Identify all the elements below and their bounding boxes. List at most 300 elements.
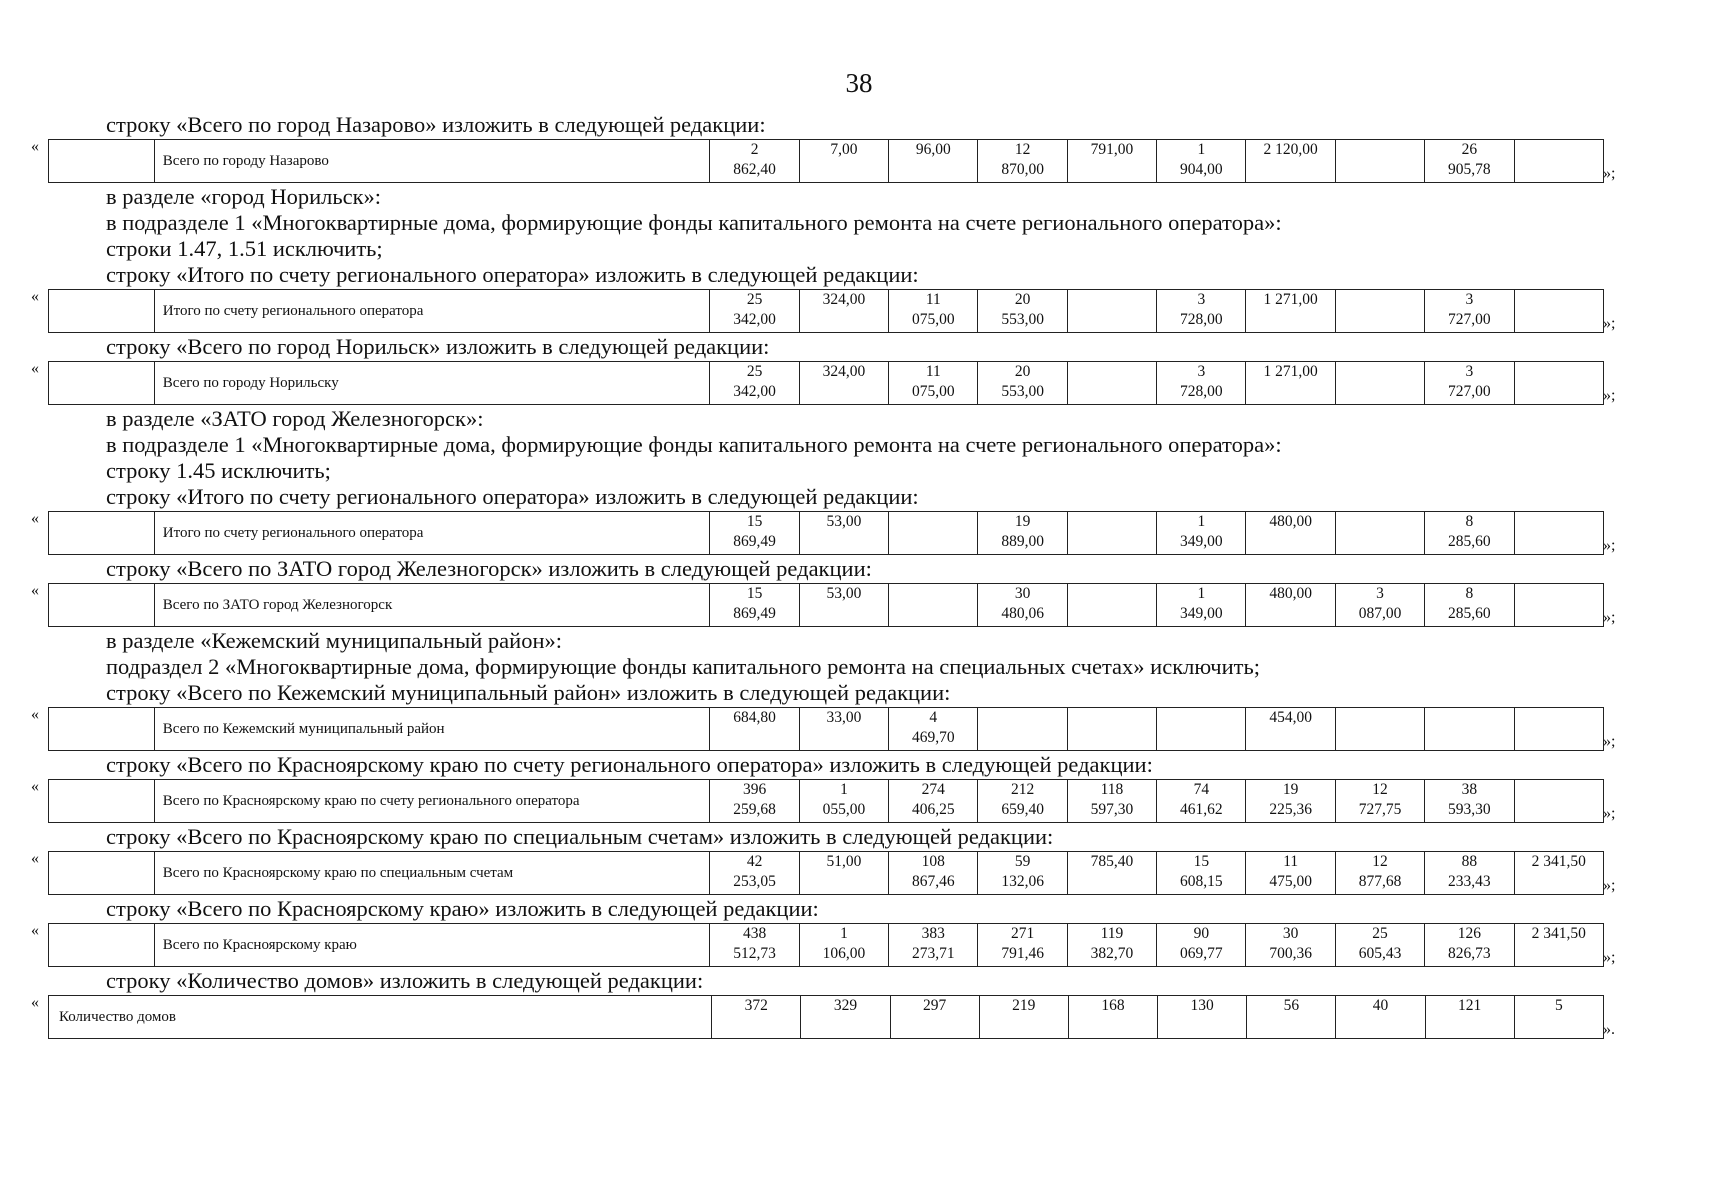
value-line-1: 20 xyxy=(1014,363,1031,380)
value-line-1: 383 xyxy=(921,925,945,942)
row-label: Количество домов xyxy=(49,996,712,1039)
value-line-2: 273,71 xyxy=(911,945,955,962)
value-line-1: 20 xyxy=(1014,291,1031,308)
opening-quote: « xyxy=(31,360,39,377)
value-line-2: 869,49 xyxy=(733,605,776,622)
row-label: Всего по городу Назарово xyxy=(154,140,710,183)
value-cell xyxy=(710,512,799,555)
row-label: Всего по Красноярскому краю по счету регионального оператора xyxy=(154,780,710,823)
value-line-1: 30 xyxy=(1282,925,1299,942)
value-line-1: 118 xyxy=(1100,781,1124,798)
value-cell xyxy=(1068,996,1157,1039)
data-table xyxy=(48,139,1604,183)
value-line-2: 727,00 xyxy=(1448,383,1491,400)
opening-quote: « xyxy=(31,850,39,867)
closing-quote: »; xyxy=(1603,387,1616,404)
index-cell xyxy=(49,852,155,895)
table-row-block xyxy=(0,850,1718,896)
value-line-1: 130 xyxy=(1190,997,1214,1014)
value-line-1: 3 xyxy=(1465,291,1474,308)
value-cell xyxy=(1335,362,1424,405)
instruction-paragraph: строки 1.47, 1.51 исключить; xyxy=(106,236,383,261)
value-line-2: 225,36 xyxy=(1269,801,1312,818)
value-cell xyxy=(978,780,1067,823)
value-line-1: 1 xyxy=(1197,585,1206,602)
value-line-1: 1 271,00 xyxy=(1263,363,1318,380)
value-cell xyxy=(799,852,888,895)
value-line-1: 8 xyxy=(1465,513,1474,530)
value-line-2: 285,60 xyxy=(1448,533,1491,550)
value-line-2: 382,70 xyxy=(1090,945,1134,962)
instruction-paragraph: в разделе «город Норильск»: xyxy=(106,184,382,209)
value-cell xyxy=(1335,852,1424,895)
table-row-block xyxy=(0,288,1718,334)
value-cell xyxy=(799,708,888,751)
value-cell xyxy=(979,996,1068,1039)
value-cell xyxy=(710,140,799,183)
document-body xyxy=(0,112,1718,1040)
value-cell xyxy=(1246,780,1335,823)
value-cell xyxy=(1157,924,1246,967)
value-cell xyxy=(1336,996,1425,1039)
instruction-paragraph: строку «Всего по город Норильск» изложить в следующей редакции: xyxy=(106,334,770,359)
value-line-1: 15 xyxy=(1193,853,1210,870)
table-row-block xyxy=(0,138,1718,184)
value-line-2: 727,00 xyxy=(1448,311,1491,328)
value-line-2: 285,60 xyxy=(1448,605,1491,622)
data-table xyxy=(48,851,1604,895)
value-line-2: 593,30 xyxy=(1448,801,1491,818)
value-line-1: 454,00 xyxy=(1269,709,1312,726)
instruction-paragraph: в разделе «ЗАТО город Железногорск»: xyxy=(106,406,484,431)
value-line-2: 259,68 xyxy=(733,801,776,818)
value-cell xyxy=(1425,362,1514,405)
closing-quote: »; xyxy=(1603,609,1616,626)
value-cell xyxy=(710,290,799,333)
value-line-1: 90 xyxy=(1193,925,1210,942)
value-line-1: 438 xyxy=(742,925,767,942)
value-cell xyxy=(978,362,1067,405)
opening-quote: « xyxy=(31,922,39,939)
value-cell xyxy=(1425,512,1514,555)
value-line-2: 597,30 xyxy=(1090,801,1134,818)
value-line-1: 26 xyxy=(1461,141,1478,158)
value-line-2: 106,00 xyxy=(822,945,866,962)
value-line-1: 108 xyxy=(921,853,945,870)
value-line-2: 233,43 xyxy=(1448,873,1491,890)
value-cell xyxy=(1067,780,1156,823)
index-cell xyxy=(49,708,155,751)
value-line-2: 069,77 xyxy=(1180,945,1223,962)
value-line-1: 329 xyxy=(833,997,858,1014)
value-line-1: 785,40 xyxy=(1090,853,1134,870)
value-cell xyxy=(1246,852,1335,895)
value-cell xyxy=(1425,780,1514,823)
value-cell xyxy=(1246,708,1335,751)
value-cell xyxy=(889,584,978,627)
value-line-2: 342,00 xyxy=(733,383,776,400)
table-row xyxy=(49,852,1604,895)
value-cell xyxy=(1157,708,1246,751)
value-cell xyxy=(799,362,888,405)
value-cell xyxy=(1514,852,1603,895)
instruction-paragraph: строку «Итого по счету регионального оператора» изложить в следующей редакции: xyxy=(106,484,919,509)
value-cell xyxy=(1514,290,1603,333)
value-line-1: 53,00 xyxy=(826,585,862,602)
value-line-1: 297 xyxy=(923,997,947,1014)
data-table xyxy=(48,511,1604,555)
value-cell xyxy=(889,140,978,183)
data-table xyxy=(48,923,1604,967)
value-line-1: 119 xyxy=(1100,925,1124,942)
closing-quote: »; xyxy=(1603,877,1616,894)
value-cell xyxy=(889,290,978,333)
value-line-1: 126 xyxy=(1457,925,1481,942)
opening-quote: « xyxy=(31,706,39,723)
table-row xyxy=(49,512,1604,555)
value-cell xyxy=(978,708,1067,751)
closing-quote: »; xyxy=(1603,315,1616,332)
value-cell xyxy=(1335,140,1424,183)
value-cell xyxy=(978,512,1067,555)
value-cell xyxy=(889,708,978,751)
index-cell xyxy=(49,140,155,183)
value-line-1: 791,00 xyxy=(1090,141,1134,158)
table-row-block xyxy=(0,922,1718,968)
table-row xyxy=(49,708,1604,751)
value-cell xyxy=(1067,708,1156,751)
value-line-1: 4 xyxy=(929,709,938,726)
value-line-1: 480,00 xyxy=(1269,513,1312,530)
instruction-paragraph: строку 1.45 исключить; xyxy=(106,458,331,483)
value-cell xyxy=(1067,852,1156,895)
value-line-1: 11 xyxy=(1283,853,1299,870)
value-cell xyxy=(889,362,978,405)
value-line-2: 469,70 xyxy=(911,729,955,746)
table-row xyxy=(49,780,1604,823)
value-cell xyxy=(889,924,978,967)
value-line-1: 684,80 xyxy=(733,709,776,726)
value-line-1: 25 xyxy=(1372,925,1388,942)
opening-quote: « xyxy=(31,288,39,305)
value-line-2: 862,40 xyxy=(733,161,776,178)
table-row-block xyxy=(0,778,1718,824)
value-line-1: 219 xyxy=(1012,997,1036,1014)
closing-quote: »; xyxy=(1603,165,1616,182)
value-line-1: 11 xyxy=(925,363,941,380)
value-line-1: 12 xyxy=(1014,141,1031,158)
table-row-block xyxy=(0,994,1718,1040)
value-line-2: 087,00 xyxy=(1358,605,1402,622)
table-row xyxy=(49,924,1604,967)
value-cell xyxy=(1067,512,1156,555)
value-line-2: 867,46 xyxy=(911,873,955,890)
value-cell xyxy=(1514,512,1603,555)
value-cell xyxy=(889,780,978,823)
value-line-2: 475,00 xyxy=(1269,873,1312,890)
closing-quote: ». xyxy=(1603,1021,1615,1038)
value-cell xyxy=(710,584,799,627)
value-line-2: 608,15 xyxy=(1180,873,1223,890)
value-cell xyxy=(1514,140,1603,183)
value-line-2: 480,06 xyxy=(1001,605,1044,622)
value-line-1: 40 xyxy=(1372,997,1389,1014)
value-line-2: 889,00 xyxy=(1001,533,1044,550)
data-table xyxy=(48,361,1604,405)
value-cell xyxy=(1425,924,1514,967)
value-cell xyxy=(890,996,979,1039)
value-cell xyxy=(1335,708,1424,751)
value-line-1: 396 xyxy=(742,781,767,798)
row-label: Всего по Красноярскому краю по специальным счетам xyxy=(154,852,710,895)
value-cell xyxy=(1425,852,1514,895)
row-label: Всего по ЗАТО город Железногорск xyxy=(154,584,710,627)
instruction-paragraph: в подразделе 1 «Многоквартирные дома, формирующие фонды капитального ремонта на счете регионального оператора»: xyxy=(106,432,1282,457)
value-line-2: 605,43 xyxy=(1358,945,1402,962)
value-line-2: 728,00 xyxy=(1180,311,1223,328)
value-line-1: 3 xyxy=(1376,585,1384,602)
value-cell xyxy=(710,852,799,895)
instruction-paragraph: строку «Всего по Красноярскому краю по счету регионального оператора» изложить в следующей редакции: xyxy=(106,752,1153,777)
value-cell xyxy=(978,852,1067,895)
value-line-1: 3 xyxy=(1465,363,1474,380)
table-row-block xyxy=(0,582,1718,628)
value-cell xyxy=(1335,512,1424,555)
data-table xyxy=(48,779,1604,823)
value-cell xyxy=(1067,290,1156,333)
value-line-1: 274 xyxy=(921,781,945,798)
instruction-paragraph: в разделе «Кежемский муниципальный район»: xyxy=(106,628,562,653)
value-line-1: 19 xyxy=(1282,781,1299,798)
value-line-1: 271 xyxy=(1011,925,1035,942)
value-line-1: 7,00 xyxy=(830,141,858,158)
value-cell xyxy=(1067,362,1156,405)
value-line-2: 349,00 xyxy=(1180,533,1223,550)
value-line-2: 406,25 xyxy=(911,801,955,818)
value-line-1: 38 xyxy=(1461,781,1478,798)
value-cell xyxy=(799,290,888,333)
value-line-2: 659,40 xyxy=(1001,801,1044,818)
instruction-paragraph: строку «Всего по Красноярскому краю» изложить в следующей редакции: xyxy=(106,896,819,921)
data-table xyxy=(48,583,1604,627)
closing-quote: »; xyxy=(1603,537,1616,554)
value-line-1: 3 xyxy=(1197,363,1206,380)
value-cell xyxy=(710,362,799,405)
value-line-1: 96,00 xyxy=(915,141,951,158)
value-line-2: 700,36 xyxy=(1269,945,1312,962)
instruction-paragraph: строку «Итого по счету регионального оператора» изложить в следующей редакции: xyxy=(106,262,919,287)
instruction-paragraph: строку «Всего по ЗАТО город Железногорск» изложить в следующей редакции: xyxy=(106,556,872,581)
row-label: Всего по городу Норильску xyxy=(154,362,710,405)
value-cell xyxy=(799,512,888,555)
value-cell xyxy=(801,996,890,1039)
value-line-2: 075,00 xyxy=(911,311,955,328)
value-line-1: 74 xyxy=(1193,781,1210,798)
value-line-1: 1 271,00 xyxy=(1263,291,1318,308)
closing-quote: »; xyxy=(1603,733,1616,750)
value-cell xyxy=(799,924,888,967)
value-line-2: 253,05 xyxy=(733,873,776,890)
value-line-2: 826,73 xyxy=(1448,945,1491,962)
value-line-2: 904,00 xyxy=(1180,161,1223,178)
value-line-1: 25 xyxy=(746,291,763,308)
value-cell xyxy=(978,290,1067,333)
value-cell xyxy=(710,708,799,751)
value-line-2: 461,62 xyxy=(1180,801,1223,818)
value-cell xyxy=(1425,996,1514,1039)
value-cell xyxy=(978,140,1067,183)
value-line-1: 1 xyxy=(1197,513,1206,530)
value-cell xyxy=(1157,140,1246,183)
value-line-2: 512,73 xyxy=(733,945,776,962)
value-line-2: 791,46 xyxy=(1001,945,1044,962)
value-cell xyxy=(1157,362,1246,405)
value-line-1: 15 xyxy=(746,513,763,530)
table-row xyxy=(49,362,1604,405)
value-line-1: 2 120,00 xyxy=(1263,141,1318,158)
value-cell xyxy=(1067,140,1156,183)
value-line-1: 88 xyxy=(1461,853,1478,870)
value-line-1: 56 xyxy=(1283,997,1300,1014)
value-cell xyxy=(1514,924,1603,967)
closing-quote: »; xyxy=(1603,805,1616,822)
instruction-paragraph: в подразделе 1 «Многоквартирные дома, формирующие фонды капитального ремонта на счете регионального оператора»: xyxy=(106,210,1282,235)
value-line-2: 553,00 xyxy=(1001,311,1044,328)
instruction-paragraph: строку «Количество домов» изложить в следующей редакции: xyxy=(106,968,704,993)
opening-quote: « xyxy=(31,582,39,599)
value-line-1: 53,00 xyxy=(826,513,862,530)
value-line-1: 42 xyxy=(746,853,763,870)
value-line-2: 342,00 xyxy=(733,311,776,328)
value-cell xyxy=(1425,140,1514,183)
value-line-1: 19 xyxy=(1014,513,1031,530)
value-cell xyxy=(1247,996,1336,1039)
value-cell xyxy=(712,996,801,1039)
value-line-1: 8 xyxy=(1465,585,1474,602)
value-cell xyxy=(799,584,888,627)
opening-quote: « xyxy=(31,138,39,155)
row-label: Итого по счету регионального оператора xyxy=(154,290,710,333)
value-line-2: 869,49 xyxy=(733,533,776,550)
value-line-1: 212 xyxy=(1011,781,1035,798)
value-line-2: 877,68 xyxy=(1358,873,1402,890)
value-cell xyxy=(1514,780,1603,823)
opening-quote: « xyxy=(31,778,39,795)
table-row xyxy=(49,290,1604,333)
value-cell xyxy=(1335,780,1424,823)
value-line-2: 132,06 xyxy=(1001,873,1044,890)
instruction-paragraph: подраздел 2 «Многоквартирные дома, формирующие фонды капитального ремонта на специальных счетах» исключить; xyxy=(106,654,1261,679)
value-line-1: 324,00 xyxy=(822,291,866,308)
value-line-1: 2 341,50 xyxy=(1531,853,1586,870)
value-line-1: 11 xyxy=(925,291,941,308)
value-line-1: 5 xyxy=(1555,997,1563,1014)
value-line-1: 121 xyxy=(1458,997,1482,1014)
table-row-block xyxy=(0,706,1718,752)
value-line-1: 59 xyxy=(1014,853,1031,870)
page-number: 38 xyxy=(845,68,873,98)
value-cell xyxy=(1425,290,1514,333)
table-row-block xyxy=(0,360,1718,406)
value-cell xyxy=(1514,584,1603,627)
closing-quote: »; xyxy=(1603,949,1616,966)
index-cell xyxy=(49,584,155,627)
value-line-2: 727,75 xyxy=(1358,801,1402,818)
value-cell xyxy=(1157,584,1246,627)
index-cell xyxy=(49,924,155,967)
data-table xyxy=(48,289,1604,333)
opening-quote: « xyxy=(31,994,39,1011)
value-cell xyxy=(1514,362,1603,405)
value-cell xyxy=(1246,924,1335,967)
table-row-block xyxy=(0,510,1718,556)
row-label: Всего по Красноярскому краю xyxy=(154,924,710,967)
value-line-1: 2 xyxy=(750,141,759,158)
value-line-1: 12 xyxy=(1372,853,1388,870)
table-row xyxy=(49,996,1604,1039)
value-line-1: 480,00 xyxy=(1269,585,1312,602)
value-cell xyxy=(1067,924,1156,967)
value-line-1: 12 xyxy=(1372,781,1388,798)
instruction-paragraph: строку «Всего по Кежемский муниципальный район» изложить в следующей редакции: xyxy=(106,680,951,705)
table-row xyxy=(49,584,1604,627)
value-cell xyxy=(1425,708,1514,751)
value-line-2: 075,00 xyxy=(911,383,955,400)
value-cell xyxy=(1157,780,1246,823)
value-cell xyxy=(710,924,799,967)
row-label: Всего по Кежемский муниципальный район xyxy=(154,708,710,751)
value-cell xyxy=(1157,290,1246,333)
value-cell xyxy=(1246,362,1335,405)
value-line-1: 168 xyxy=(1101,997,1125,1014)
value-line-2: 055,00 xyxy=(822,801,866,818)
value-cell xyxy=(1067,584,1156,627)
index-cell xyxy=(49,780,155,823)
value-cell xyxy=(710,780,799,823)
value-line-1: 33,00 xyxy=(826,709,862,726)
value-cell xyxy=(978,924,1067,967)
instruction-paragraph: строку «Всего по Красноярскому краю по специальным счетам» изложить в следующей редакции: xyxy=(106,824,1054,849)
value-line-1: 1 xyxy=(840,925,848,942)
value-cell xyxy=(1514,996,1603,1039)
value-cell xyxy=(1157,852,1246,895)
value-line-2: 553,00 xyxy=(1001,383,1044,400)
value-line-1: 15 xyxy=(746,585,763,602)
value-line-1: 2 341,50 xyxy=(1531,925,1586,942)
value-cell xyxy=(1246,290,1335,333)
table-row xyxy=(49,140,1604,183)
index-cell xyxy=(49,362,155,405)
value-line-2: 349,00 xyxy=(1180,605,1223,622)
value-cell xyxy=(1246,140,1335,183)
value-cell xyxy=(799,140,888,183)
value-cell xyxy=(1335,584,1424,627)
value-cell xyxy=(1158,996,1247,1039)
value-line-2: 870,00 xyxy=(1001,161,1044,178)
index-cell xyxy=(49,512,155,555)
value-cell xyxy=(1246,584,1335,627)
value-cell xyxy=(1335,924,1424,967)
index-cell xyxy=(49,290,155,333)
opening-quote: « xyxy=(31,510,39,527)
value-cell xyxy=(978,584,1067,627)
value-line-1: 324,00 xyxy=(822,363,866,380)
value-line-1: 1 xyxy=(840,781,848,798)
value-line-1: 372 xyxy=(744,997,768,1014)
value-line-2: 905,78 xyxy=(1448,161,1491,178)
value-cell xyxy=(1514,708,1603,751)
value-line-1: 51,00 xyxy=(826,853,862,870)
